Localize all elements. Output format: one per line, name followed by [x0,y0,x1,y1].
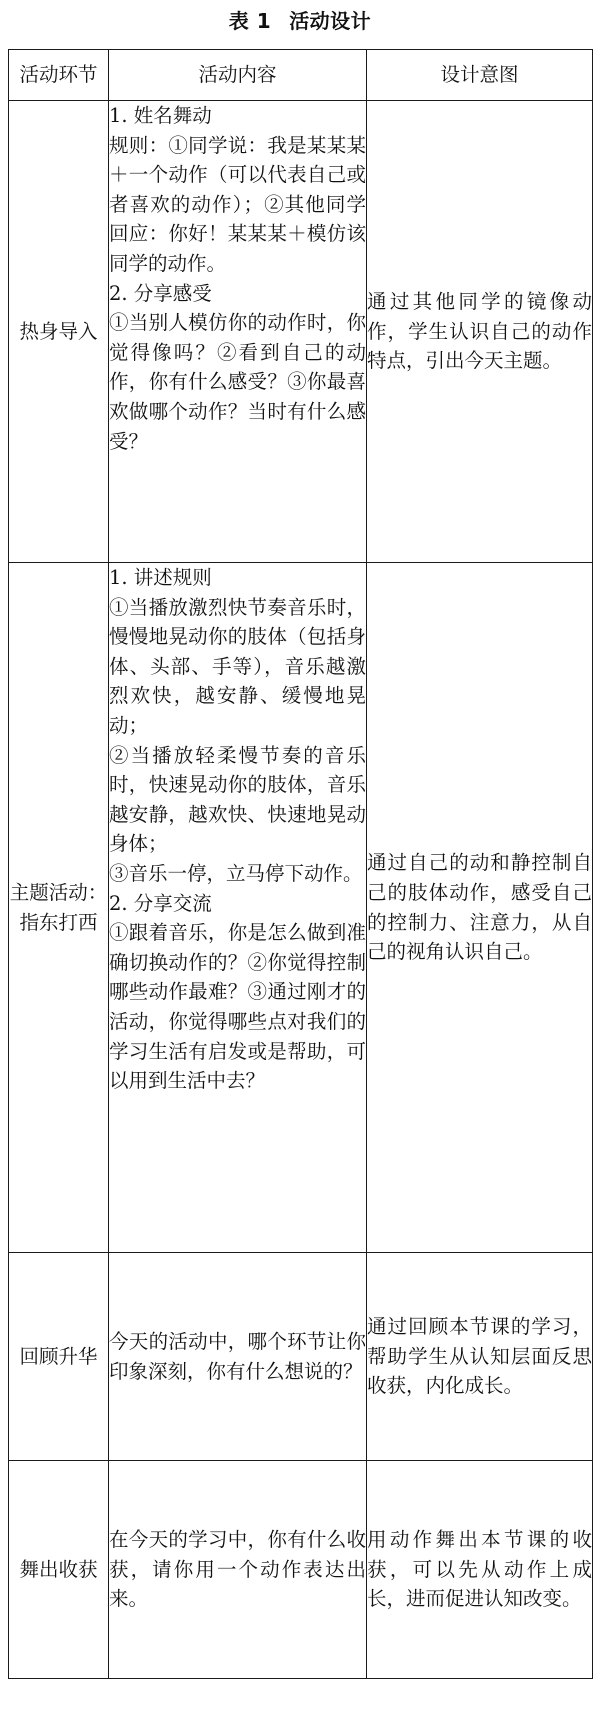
header-phase: 活动环节 [9,50,109,101]
content-cell [109,1253,367,1461]
table-number: 表 1 [228,9,272,33]
content-paragraph: 在今天的学习中，你有什么收获，请你用一个动作表达出来。 [109,1528,366,1611]
content-paragraph: ①当播放激烈快节奏音乐时，慢慢地晃动你的肢体（包括身体、头部、手等），音乐越激烈欢快，越安静、缓慢地晃动； [109,595,366,737]
content-paragraph: 1. 讲述规则 [109,566,212,589]
content-paragraph: ①跟着音乐，你是怎么做到准确切换动作的？②你觉得控制哪些动作最难？③通过刚才的活动，你觉得哪些点对我们的学习生活有启发或是帮助，可以用到生活中去？ [109,921,366,1093]
table-row [9,1461,593,1679]
content-paragraph: 规则：①同学说：我是某某某＋一个动作（可以代表自己或者喜欢的动作）；②其他同学回应：你好！某某某＋模仿该同学的动作。 [109,133,366,275]
content-paragraph: ③音乐一停，立马停下动作。 [109,861,363,885]
table-row [9,101,593,563]
content-paragraph: 今天的活动中，哪个环节让你印象深刻，你有什么想说的？ [109,1329,366,1383]
table-title [0,6,600,36]
content-paragraph: 2. 分享交流 [109,891,212,915]
header-content: 活动内容 [109,50,367,101]
phase-cell: 回顾升华 [9,1253,109,1461]
phase-cell: 舞出收获 [9,1461,109,1679]
table-row [9,563,593,1253]
phase-cell: 主题活动：指东打西 [9,563,109,1253]
content-paragraph: ②当播放轻柔慢节奏的音乐时，快速晃动你的肢体，音乐越安静，越欢快、快速地晃动身体； [109,743,366,856]
content-paragraph: 1. 姓名舞动 [109,104,212,127]
content-cell [109,1461,367,1679]
header-intent: 设计意图 [367,50,593,101]
intent-cell: 通过其他同学的镜像动作，学生认识自己的动作特点，引出今天主题。 [367,101,593,563]
content-cell [109,101,367,563]
content-cell [109,563,367,1253]
table-row [9,1253,593,1461]
intent-cell: 用动作舞出本节课的收获，可以先从动作上成长，进而促进认知改变。 [367,1461,593,1679]
table-title-text: 活动设计 [289,9,372,33]
content-paragraph: ①当别人模仿你的动作时，你觉得像吗？②看到自己的动作，你有什么感受？③你最喜欢做哪个动作？当时有什么感受？ [109,311,366,453]
phase-cell: 热身导入 [9,101,109,563]
intent-cell: 通过回顾本节课的学习，帮助学生从认知层面反思收获，内化成长。 [367,1253,593,1461]
content-paragraph: 2. 分享感受 [109,281,212,305]
intent-cell: 通过自己的动和静控制自己的肢体动作，感受自己的控制力、注意力，从自己的视角认识自己。 [367,563,593,1253]
activity-design-table [8,49,593,1679]
table-header-row [9,50,593,101]
